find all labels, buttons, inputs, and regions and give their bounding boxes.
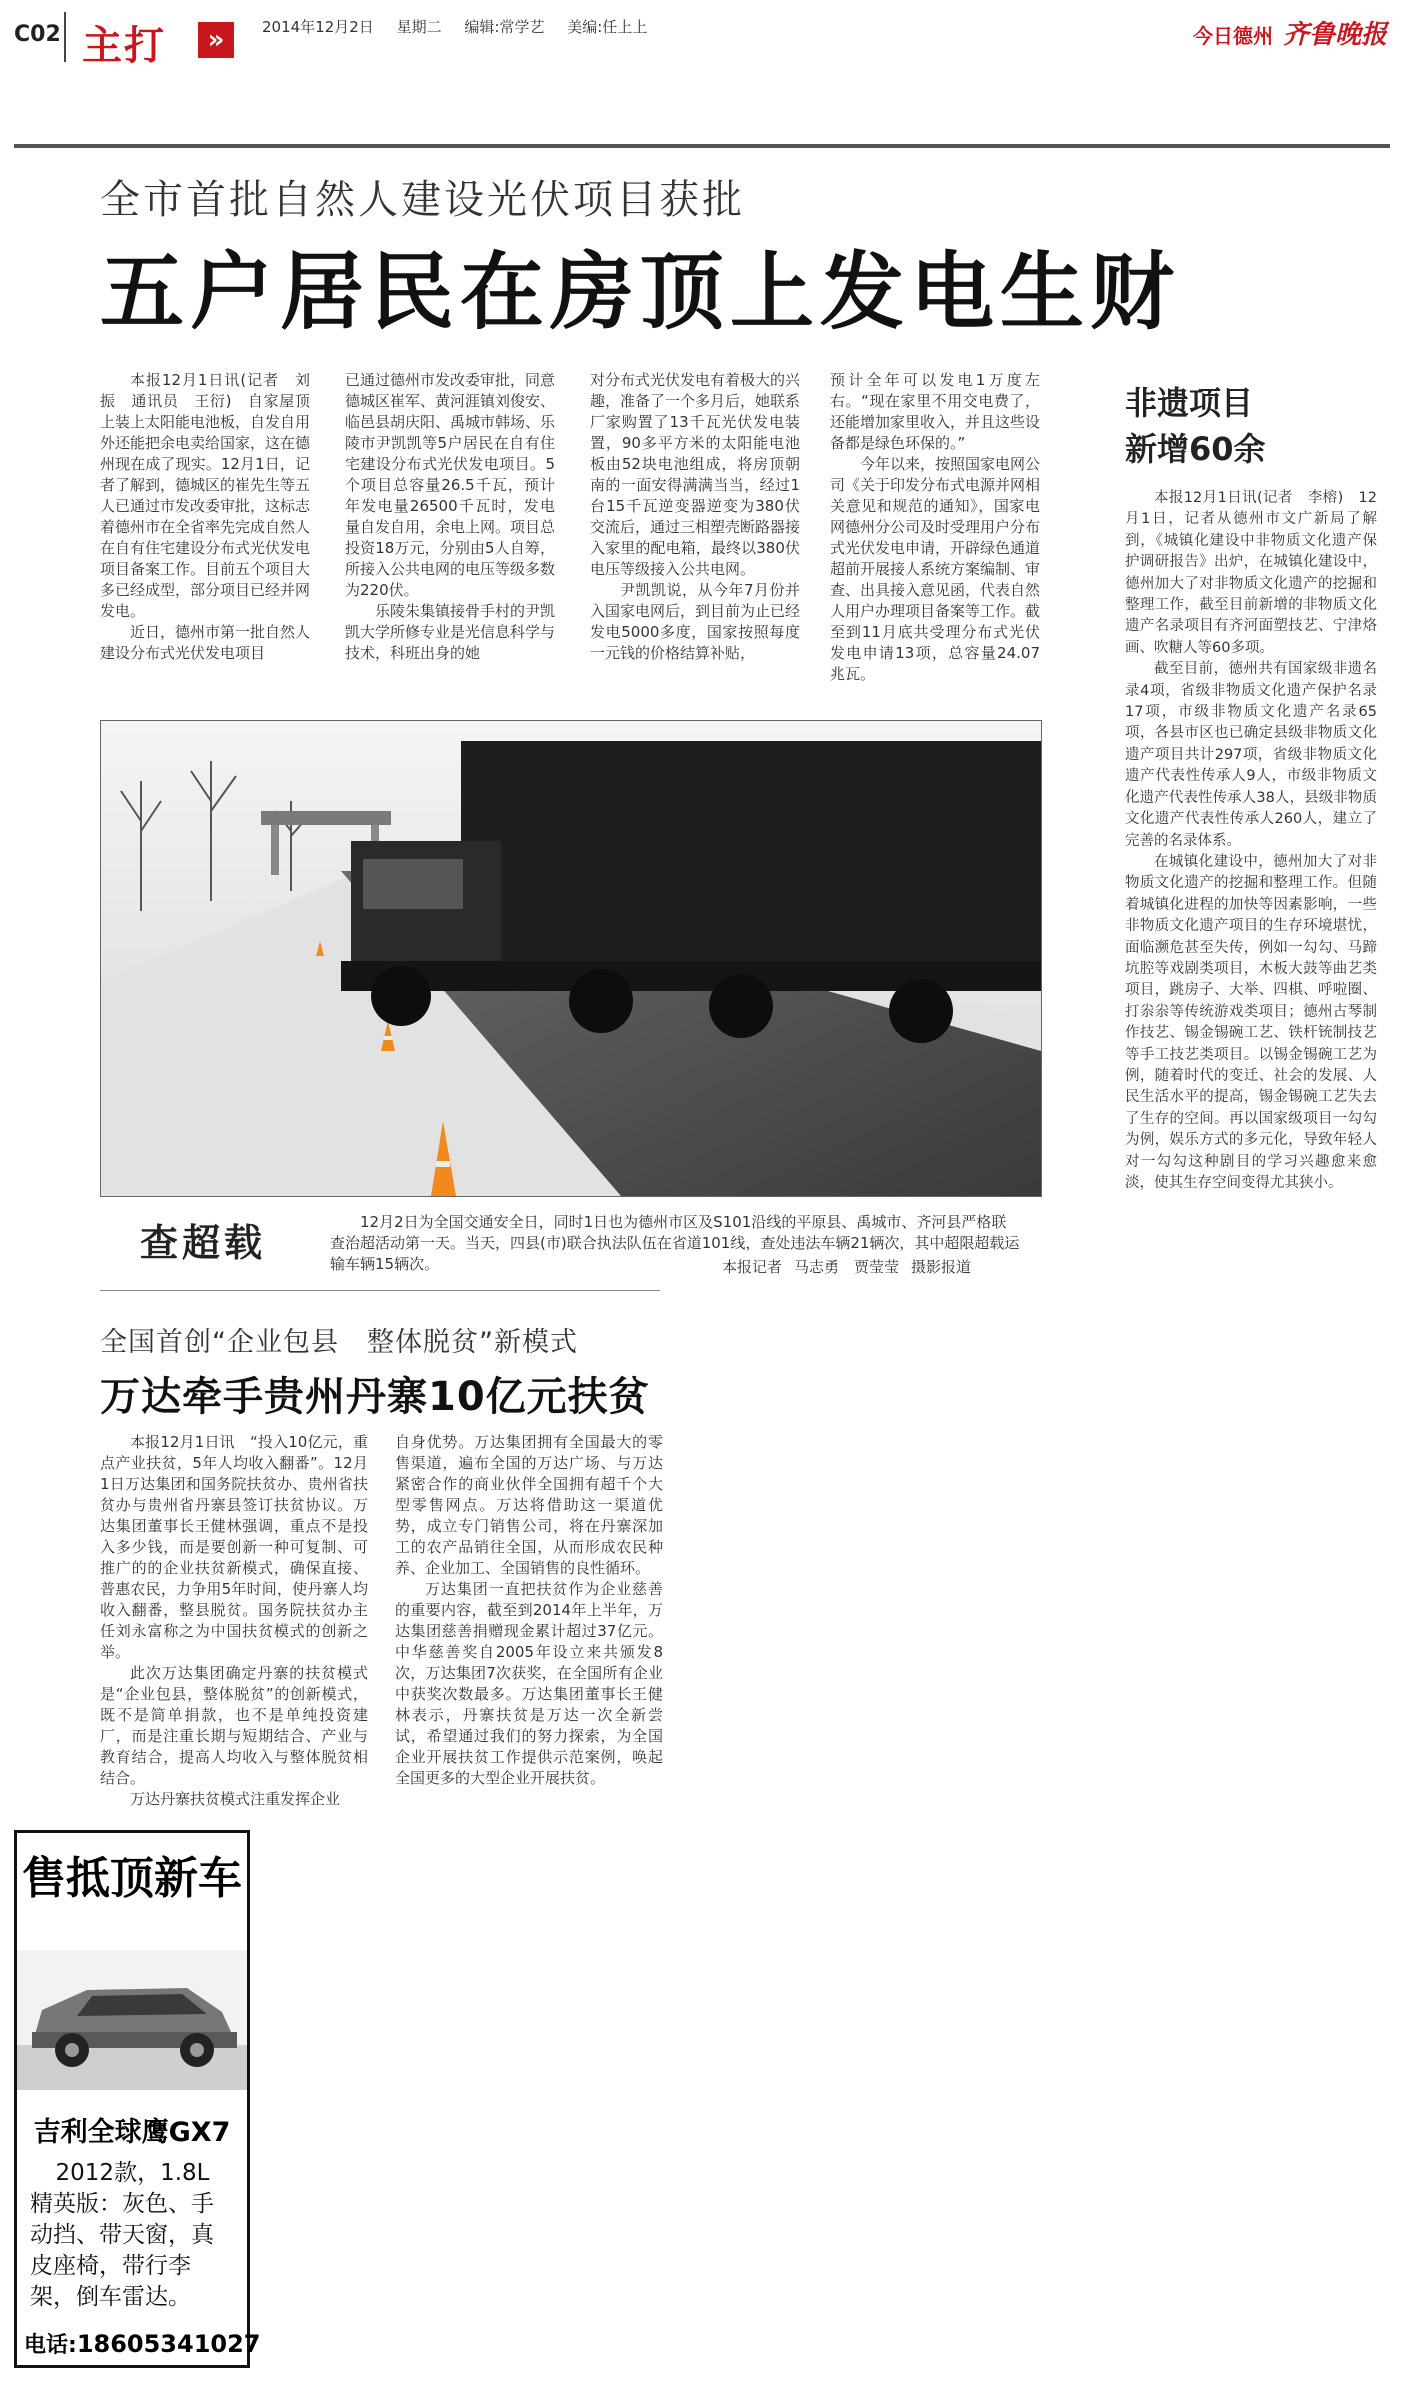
ad-car-model: 吉利全球鹰GX7 [33,2117,231,2148]
article-paragraph: 本报12月1日讯 “投入10亿元，重点产业扶贫，5年人均收入翻番”。12月1日万达集团和国务院扶贫办、贵州省扶贫办与贵州省丹寨县签订扶贫协议。万达集团董事长王健林强调，重点不是投入多少钱，而是要创新一种可复制、可推广的的企业扶贫新模式，确保直接、普惠农民，力争用5年时间，使丹寨人均收入翻番，整县脱贫。国务院扶贫办主任刘永富称之为中国扶贫模式的创新之举。 [100,1433,368,1661]
article-paragraph: 截至目前，德州共有国家级非遗名录4项，省级非物质文化遗产保护名录17项，市级非物质文化遗产名录65项，各县市区也已确定县级非物质文化遗产项目共计297项，省级非物质文化遗产代表性传承人9人，市级非物质文化遗产代表性传承人38人，县级非物质文化遗产代表性传承人260人，建立了完善的名录体系。 [1125,661,1377,849]
ad-year-spec: 2012款，1.8L [55,2160,210,2186]
ad-phone-number: 18605341027 [76,2330,261,2358]
ad-title: 售抵顶新车 [22,1853,242,1904]
article-paragraph: 本报12月1日讯(记者 李榕) 12月1日，记者从德州市文广新局了解到，《城镇化建设中非物质文化遗产保护调研报告》出炉，在城镇化建设中，德州加大了对非物质文化遗产的挖掘和整理工作，截至目前新增的非物质文化遗产名录项目有齐河面塑技艺、宁津烙画、吹糖人等60多项。 [1125,490,1377,656]
lead-headline: 五户居民在房顶上发电生财 [100,243,1181,341]
issue-date: 2014年12月2日 [262,18,374,36]
wanda-column-1 [100,1432,368,1810]
ad-description [30,2158,235,2313]
ad-phone-label: 电话: [24,2333,77,2358]
brand-prefix: 今日德州 [1192,24,1273,48]
newspaper-brand [1193,14,1387,51]
wanda-headline: 万达牵手贵州丹寨10亿元扶贫 [100,1374,650,1420]
photo-caption-title: 查超载 [140,1221,267,1265]
side-headline-line-1: 非遗项目 [1125,384,1254,422]
article-paragraph: 万达丹寨扶贫模式注重发挥企业 [130,1790,341,1808]
issue-designer: 美编:任上上 [567,18,648,36]
car-icon [17,1950,247,2090]
brand-name: 齐鲁晚报 [1282,20,1387,50]
wanda-kicker: 全国首创“企业包县 整体脱贫”新模式 [100,1327,578,1358]
double-chevron-right-icon: » [198,22,234,58]
article-paragraph: 在城镇化建设中，德州加大了对非物质文化遗产的挖掘和整理工作。但随着城镇化进程的加快等因素影响，一些非物质文化遗产项目的生存环境堪忧，面临濒危甚至失传，例如一勾勾、马蹄坑腔等戏剧类项目，木板大鼓等曲艺类项目，跳房子、大举、四棋、呼啦圈、打尜尜等传统游戏类项目；德州古琴制作技艺、锡金锡碗工艺、铁杆铳制技艺等手工技艺类项目。以锡金锡碗工艺为例，随着时代的变迁、社会的发展、人民生活水平的提高，锡金锡碗工艺失去了生存的空间。再以国家级项目一勾勾为例，娱乐方式的多元化，导致年轻人对一勾勾这种剧目的学习兴趣愈来愈淡，使其生存空间变得尤其狭小。 [1125,853,1377,1191]
photo-caption: 12月2日为全国交通安全日，同时1日也为德州市区及S101沿线的平原县、禹城市、齐河县严格联查治超活动第一天。当天，四县(市)联合执法队伍在省道101线，查处违法车辆21辆次，其中超限超载运输车辆15辆次。 [330,1213,1020,1273]
suv-car-image [17,1950,247,2090]
lead-column-1 [100,370,310,664]
article-paragraph: 近日，德州市第一批自然人建设分布式光伏发电项目 [100,623,311,662]
caption-rule [100,1290,660,1291]
ad-features: 精英版：灰色、手动挡、带天窗，真皮座椅，带行李架，倒车雷达。 [30,2191,214,2310]
article-paragraph: 此次万达集团确定丹寨的扶贫模式是“企业包县，整体脱贫”的创新模式，既不是简单捐款，也不是单纯投资建厂，而是注重长期与短期结合、产业与教育结合，提高人均收入与整体脱贫相结合。 [100,1664,368,1787]
article-paragraph: 预计全年可以发电1万度左右。“现在家里不用交电费了，还能增加家里收入，并且这些设备都是绿色环保的。” [830,371,1041,452]
page-number: C02 [14,22,61,47]
photo-credit-names: 马志勇 贾莹莹 [794,1258,900,1276]
article-paragraph: 今年以来，按照国家电网公司《关于印发分布式电源并网相关意见和规范的通知》，国家电网德州分公司及时受理用户分布式光伏发电申请，开辟绿色通道超前开展接人系统方案编制、审查、出具接入意见函，代表自然人用户办理项目备案等工作。截至到11月底共受理分布式光伏发电申请13项，总容量24.07兆瓦。 [830,455,1041,683]
news-photo-truck-highway [100,720,1042,1197]
section-title: 主打 [82,23,166,69]
lead-column-3 [590,370,800,664]
article-paragraph: 乐陵朱集镇接骨手村的尹凯凯大学所修专业是光信息科学与技术，科班出身的她 [345,602,556,662]
issue-editor: 编辑:常学艺 [464,18,545,36]
article-paragraph: 本报12月1日讯(记者 刘振 通讯员 王衍) 自家屋顶上装上太阳能电池板，自发自用外还能把余电卖给国家，这在德州现在成了现实。12月1日，记者了解到，德城区的崔先生等五人已通过市发改委审批，这标志着德州市在全省率先完成自然人在自有住宅建设分布式光伏发电项目备案工作。目前五个项目大多已经成型，部分项目已经并网发电。 [100,371,311,620]
side-headline-line-2: 新增60余 [1125,430,1266,468]
article-paragraph: 对分布式光伏发电有着极大的兴趣，准备了一个多月后，她联系厂家购置了13千瓦光伏发电装置，90多平方米的太阳能电池板由52块电池组成，将房顶朝南的一面安得满满当当，经过1台15千瓦逆变器逆变为380伏交流后，通过三相塑壳断路器接入家里的配电箱，最终以380伏电压等级接入公共电网。 [590,371,801,578]
article-paragraph: 尹凯凯说，从今年7月份并入国家电网后，到目前为止已经发电5000多度，国家按照每度一元钱的价格结算补贴， [590,581,801,662]
ad-phone [24,2328,261,2359]
lead-column-4 [830,370,1040,685]
article-paragraph: 万达集团一直把扶贫作为企业慈善的重要内容，截至到2014年上半年，万达集团慈善捐赠现金累计超过37亿元。中华慈善奖自2005年设立来共颁发8次，万达集团7次获奖，在全国所有企业中获奖次数最多。万达集团董事长王健林表示，丹寨扶贫是万达一次全新尝试，希望通过我们的努力探索，为全国企业开展扶贫工作提供示范案例，唤起全国更多的大型企业开展扶贫。 [395,1580,663,1787]
article-paragraph: 已通过德州市发改委审批，同意德城区崔军、黄河涯镇刘俊安、临邑县胡庆阳、禹城市韩场、乐陵市尹凯凯等5户居民在自有住宅建设分布式光伏发电项目。5个项目总容量26.5千瓦，预计年发电量26500千瓦时，发电量自发自用，余电上网。项目总投资18万元，分别由5人自筹，所接入公共电网的电压等级多数为220伏。 [345,371,556,599]
photo-illustration [101,721,1041,1196]
side-story-body [1125,488,1377,1194]
photo-credit [710,1256,971,1277]
photo-credit-reporter: 本报记者 [722,1258,783,1276]
header-rule [14,144,1390,148]
issue-weekday: 星期二 [396,18,442,36]
article-paragraph: 自身优势。万达集团拥有全国最大的零售渠道，遍布全国的万达广场、与万达紧密合作的商业伙伴全国拥有超千个大型零售网点。万达将借助这一渠道优势，成立专门销售公司，将在丹寨深加工的农产品销往全国，从而形成农民种养、企业加工、全国销售的良性循环。 [395,1433,663,1577]
photo-credit-role: 摄影报道 [911,1258,972,1276]
lead-kicker: 全市首批自然人建设光伏项目获批 [100,177,745,223]
side-headline [1125,380,1266,472]
lead-column-2 [345,370,555,664]
header-divider [64,12,66,62]
wanda-column-2 [395,1432,663,1789]
issue-info [262,16,665,37]
